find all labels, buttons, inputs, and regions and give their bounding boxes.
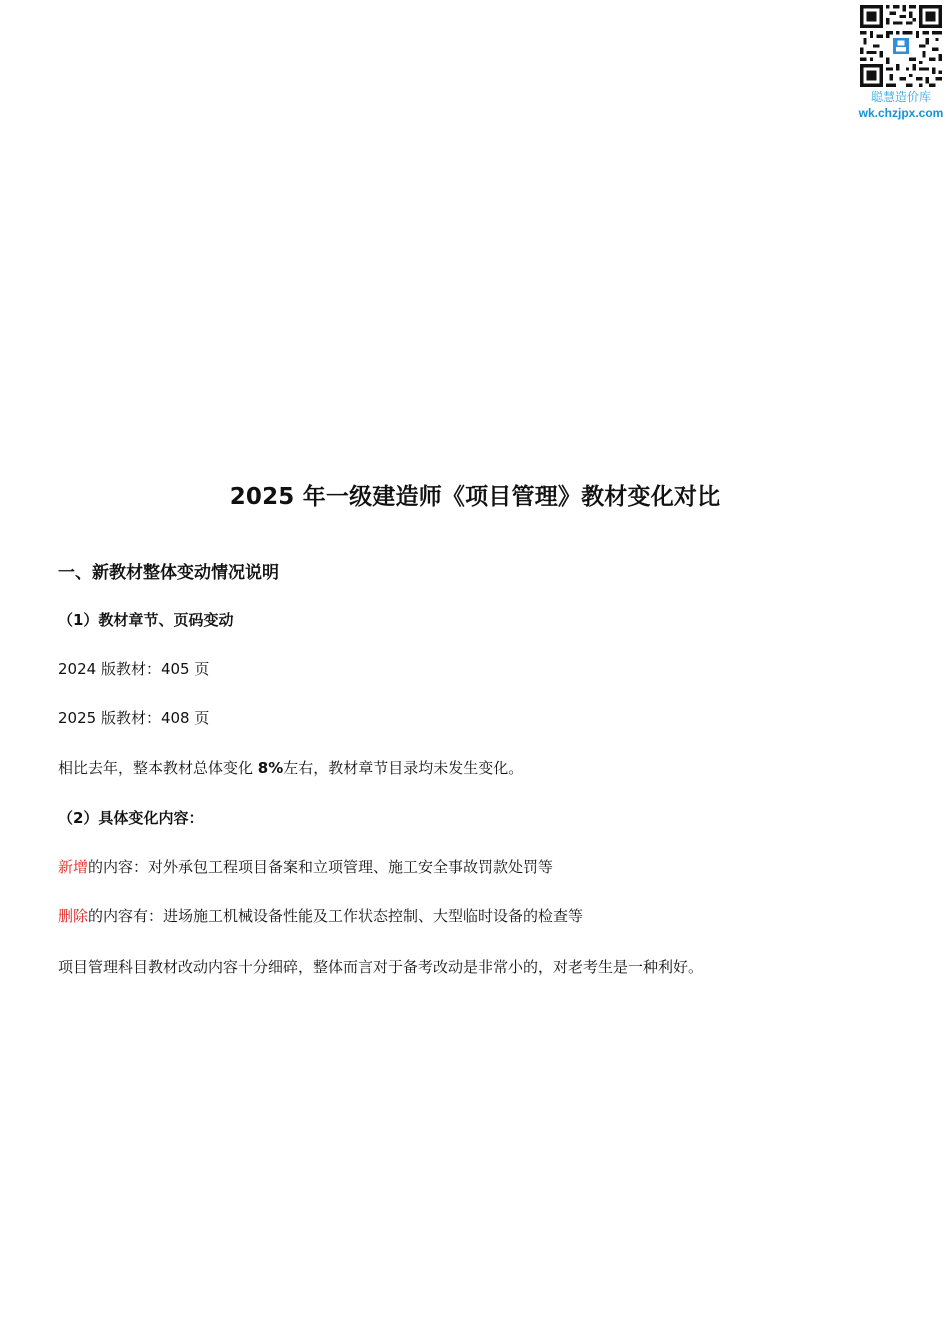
overall-change-percent: 8%: [257, 759, 284, 777]
page-count-2025: 2025 版教材：408 页: [58, 709, 210, 727]
summary-paragraph: 项目管理科目教材改动内容十分细碎，整体而言对于备考改动是非常小的，对老考生是一种利好。: [58, 958, 704, 976]
qr-code-icon: [860, 5, 942, 87]
overall-change-text-before: 相比去年，整本教材总体变化: [58, 759, 258, 777]
sub-heading-specific-changes: （2）具体变化内容：: [58, 809, 204, 827]
watermark-block: [852, 5, 950, 121]
overall-change-paragraph: [58, 757, 523, 778]
watermark-url[interactable]: wk.chzjpx.com: [858, 106, 944, 120]
page-count-2024: 2024 版教材：405 页: [58, 660, 210, 678]
added-content-paragraph: [58, 856, 553, 877]
section-heading: 一、新教材整体变动情况说明: [58, 563, 279, 583]
document-title: 2025 年一级建造师《项目管理》教材变化对比: [229, 484, 721, 510]
deleted-content-text: 的内容有：进场施工机械设备性能及工作状态控制、大型临时设备的检查等: [88, 907, 584, 925]
overall-change-text-after: 左右，教材章节目录均未发生变化。: [283, 759, 524, 777]
deleted-content-paragraph: [58, 905, 583, 926]
watermark-caption: 聪慧造价库: [870, 90, 931, 104]
deleted-label: 删除: [58, 907, 89, 925]
added-content-text: 的内容：对外承包工程项目备案和立项管理、施工安全事故罚款处罚等: [88, 858, 554, 876]
added-label: 新增: [58, 858, 89, 876]
sub-heading-page-changes: （1）教材章节、页码变动: [58, 611, 234, 629]
